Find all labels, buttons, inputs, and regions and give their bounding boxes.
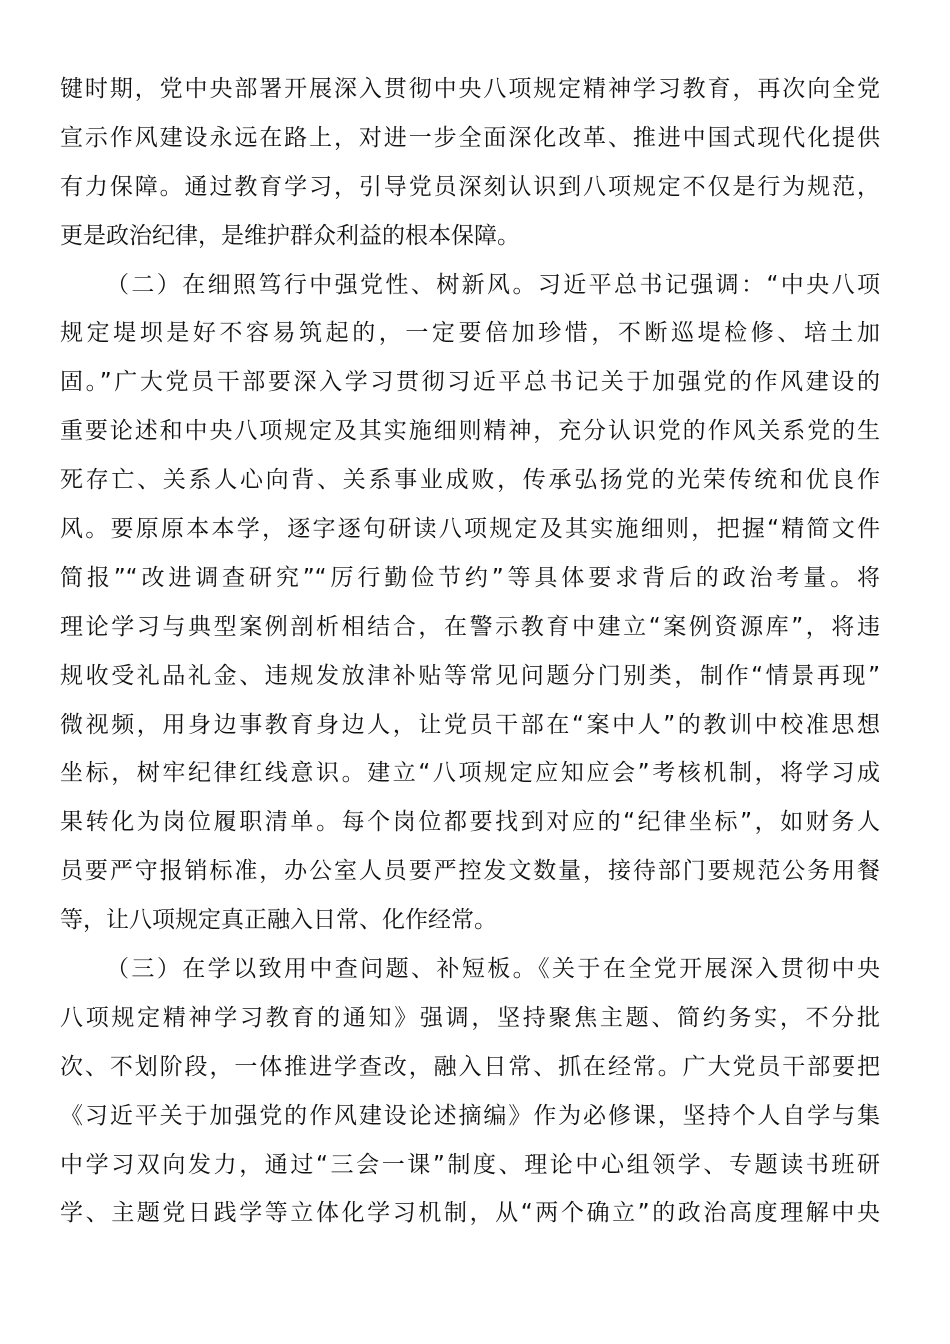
text-line: 有力保障。通过教育学习，引导党员深刻认识到八项规定不仅是行为规范， xyxy=(60,173,880,200)
text-line: 坐标，树牢纪律红线意识。建立“八项规定应知应会”考核机制，将学习成 xyxy=(60,760,880,787)
text-line: 员要严守报销标准，办公室人员要严控发文数量，接待部门要规范公务用餐 xyxy=(60,858,880,885)
text-line: 更是政治纪律，是维护群众利益的根本保障。 xyxy=(60,222,520,249)
text-line: 规收受礼品礼金、违规发放津补贴等常见问题分门别类，制作“情景再现” xyxy=(60,662,880,689)
text-line: 宣示作风建设永远在路上，对进一步全面深化改革、推进中国式现代化提供 xyxy=(60,124,880,151)
text-line: 固。”广大党员干部要深入学习贯彻习近平总书记关于加强党的作风建设的 xyxy=(60,369,880,396)
body-text xyxy=(60,65,880,1238)
text-line: 理论学习与典型案例剖析相结合，在警示教育中建立“案例资源库”，将违 xyxy=(60,613,880,640)
text-line: 键时期，党中央部署开展深入贯彻中央八项规定精神学习教育，再次向全党 xyxy=(60,76,880,102)
section-heading-line: （二）在细照笃行中强党性、树新风。习近平总书记强调：“中央八项 xyxy=(106,271,880,298)
text-line: 次、不划阶段，一体推进学查改，融入日常、抓在经常。广大党员干部要把 xyxy=(60,1053,880,1080)
text-line: 风。要原原本本学，逐字逐句研读八项规定及其实施细则，把握“精简文件 xyxy=(60,516,880,543)
text-line: 简报”“改进调查研究”“厉行勤俭节约”等具体要求背后的政治考量。将 xyxy=(60,564,880,591)
text-line: 中学习双向发力，通过“三会一课”制度、理论中心组领学、专题读书班研 xyxy=(60,1151,880,1178)
section-heading-line: （三）在学以致用中查问题、补短板。《关于在全党开展深入贯彻中央 xyxy=(106,956,880,983)
text-line: 《习近平关于加强党的作风建设论述摘编》作为必修课，坚持个人自学与集 xyxy=(60,1102,880,1129)
text-line: 八项规定精神学习教育的通知》强调，坚持聚焦主题、简约务实，不分批 xyxy=(60,1004,880,1031)
text-line: 果转化为岗位履职清单。每个岗位都要找到对应的“纪律坐标”，如财务人 xyxy=(60,809,880,836)
text-line: 重要论述和中央八项规定及其实施细则精神，充分认识党的作风关系党的生 xyxy=(60,418,880,445)
text-line: 微视频，用身边事教育身边人，让党员干部在“案中人”的教训中校准思想 xyxy=(60,711,880,738)
text-line: 死存亡、关系人心向背、关系事业成败，传承弘扬党的光荣传统和优良作 xyxy=(60,467,880,494)
text-line: 规定堤坝是好不容易筑起的，一定要倍加珍惜，不断巡堤检修、培土加 xyxy=(60,320,880,347)
text-line: 学、主题党日践学等立体化学习机制，从“两个确立”的政治高度理解中央 xyxy=(60,1200,880,1227)
text-line: 等，让八项规定真正融入日常、化作经常。 xyxy=(60,907,497,934)
